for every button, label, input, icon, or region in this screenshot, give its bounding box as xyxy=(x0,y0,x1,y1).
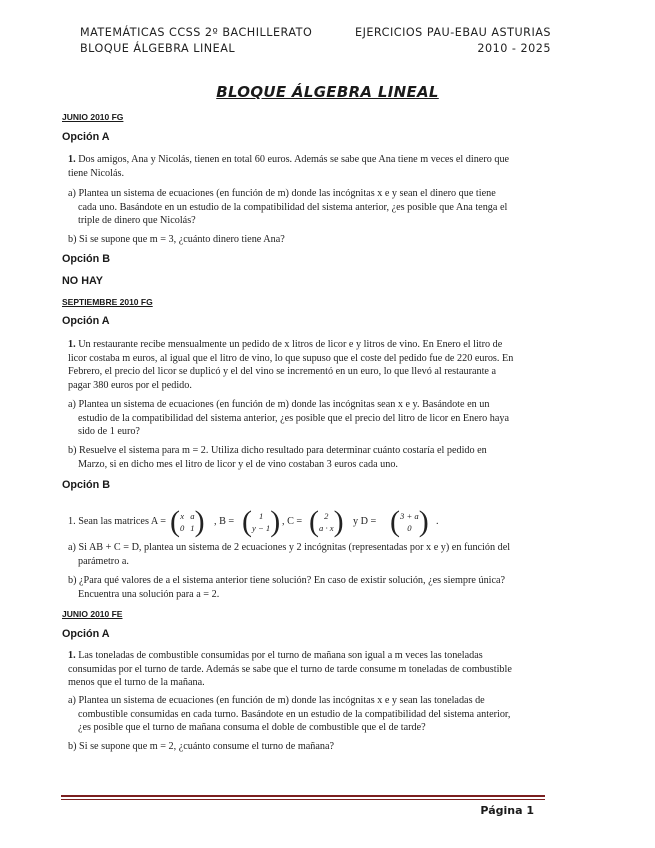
matrix-cell: 1 xyxy=(258,511,264,521)
exercise-part-a: a) Si AB + C = D, plantea un sistema de 2 ecuaciones y 2 incógnitas (representadas por x e y) en función del parámetro a. xyxy=(68,542,511,567)
matrices-end: . xyxy=(436,516,439,527)
exercise-text: Un restaurante recibe mensualmente un pedido de x litros de licor e y litros de vino. En Enero el litro de licor costaba m euros, al igual que el litro de vino, lo que supuso que el coste del pedido fue de 220 euros. En Febrero, el precio del licor se duplicó y el del vino se incrementó en un euro, lo que llevó al restaurante a pagar 380 euros por el pedido. xyxy=(68,339,514,391)
option-b-label: Opción B xyxy=(62,253,110,265)
exercise-text: Dos amigos, Ana y Nicolás, tienen en total 60 euros. Además se sabe que Ana tiene m veces el dinero que tiene Nicolás. xyxy=(68,154,510,179)
matrix-c: ( 2 a · x ) xyxy=(309,505,344,538)
no-hay-text: NO HAY xyxy=(62,275,103,287)
exam-heading-septiembre-2010-fg: SEPTIEMBRE 2010 FG xyxy=(62,297,153,307)
matrix-a: ( x a 0 1 ) xyxy=(170,505,205,538)
header-subject: MATEMÁTICAS CCSS 2º BACHILLERATO xyxy=(80,26,313,39)
exercise-text: Las toneladas de combustible consumidas por el turno de mañana son igual a m veces las toneladas consumidas por el turno de tarde. Además se sabe que el turno de tarde consume m toneladas de combustible menos que el turno de la mañana. xyxy=(68,650,512,688)
matrices-intro: 1. Sean las matrices A = xyxy=(68,516,166,527)
footer-divider-thin xyxy=(61,799,545,800)
option-a-label: Opción A xyxy=(62,628,110,640)
footer-divider xyxy=(61,795,545,797)
matrix-cell: 3 + a xyxy=(400,511,419,521)
exercise-part-b: b) ¿Para qué valores de a el sistema anterior tiene solución? En caso de existir solución, ¿es siempre única? Encuentra una solución para a = 2. xyxy=(68,575,506,600)
matrix-cell: 0 xyxy=(407,523,412,533)
matrix-d: ( 3 + a 0 ) xyxy=(390,505,429,538)
matrix-cell: y − 1 xyxy=(252,523,271,533)
page-title: BLOQUE ÁLGEBRA LINEAL xyxy=(216,83,439,101)
header-years: 2010 - 2025 xyxy=(477,42,551,55)
option-a-label: Opción A xyxy=(62,131,110,143)
exercise-part-b: b) Si se supone que m = 3, ¿cuánto dinero tiene Ana? xyxy=(68,234,285,245)
matrix-cell: 0 xyxy=(180,523,185,533)
exam-heading-junio-2010-fe: JUNIO 2010 FE xyxy=(62,609,123,619)
matrix-cell: 2 xyxy=(324,511,329,521)
exercise-statement xyxy=(68,338,516,392)
header-block: BLOQUE ÁLGEBRA LINEAL xyxy=(80,42,236,55)
exercise-statement xyxy=(68,649,516,690)
exercise-part-b: b) Resuelve el sistema para m = 2. Utiliza dicho resultado para determinar cuánto costaría el pedido en Marzo, si en dicho mes el litro de licor y el de vino costaban 3 euros cada uno. xyxy=(68,445,487,470)
matrix-cell: x xyxy=(180,511,185,521)
exercise-number: 1. xyxy=(68,154,76,165)
exercise-number: 1. xyxy=(68,339,76,350)
exercise-part-a: a) Plantea un sistema de ecuaciones (en función de m) donde las incógnitas x e y sean el dinero que tiene cada uno. Basándote en un estudio de la compatibilidad del sistema anterior, ¿es posible que Ana tenga el triple de dinero que Nicolás? xyxy=(68,188,508,226)
page-number: Página 1 xyxy=(480,804,534,817)
header-exercises: EJERCICIOS PAU-EBAU ASTURIAS xyxy=(355,26,551,39)
exercise-statement xyxy=(68,153,516,180)
matrix-d-label: y D = xyxy=(353,516,377,527)
matrix-cell: 1 xyxy=(190,523,195,533)
matrix-b: ( 1 y − 1 ) xyxy=(242,505,281,538)
option-b-label: Opción B xyxy=(62,479,110,491)
exercise-part-a: a) Plantea un sistema de ecuaciones (en función de m) donde las incógnitas sean x e y. Basándote en un estudio de la compatibilidad del sistema anterior, ¿es posible que el precio del litro de licor en Enero haya sido de 1 euro? xyxy=(68,399,509,437)
matrix-b-label: , B = xyxy=(214,516,235,527)
matrix-cell: a · x xyxy=(319,523,334,533)
exercise-number: 1. xyxy=(68,650,76,661)
matrix-c-label: , C = xyxy=(282,516,303,527)
exam-heading-junio-2010-fg: JUNIO 2010 FG xyxy=(62,112,124,122)
option-a-label: Opción A xyxy=(62,315,110,327)
exercise-part-b: b) Si se supone que m = 2, ¿cuánto consume el turno de mañana? xyxy=(68,741,335,752)
matrix-cell: a xyxy=(190,511,195,521)
exercise-part-a: a) Plantea un sistema de ecuaciones (en función de m) donde las incógnitas x e y sean las toneladas de combustible consumidas en cada turno. Basándote en un estudio de la compatibilidad del sistema anterior, ¿es posible que el turno de mañana consuma el doble de combustible que el de tarde? xyxy=(68,695,511,733)
